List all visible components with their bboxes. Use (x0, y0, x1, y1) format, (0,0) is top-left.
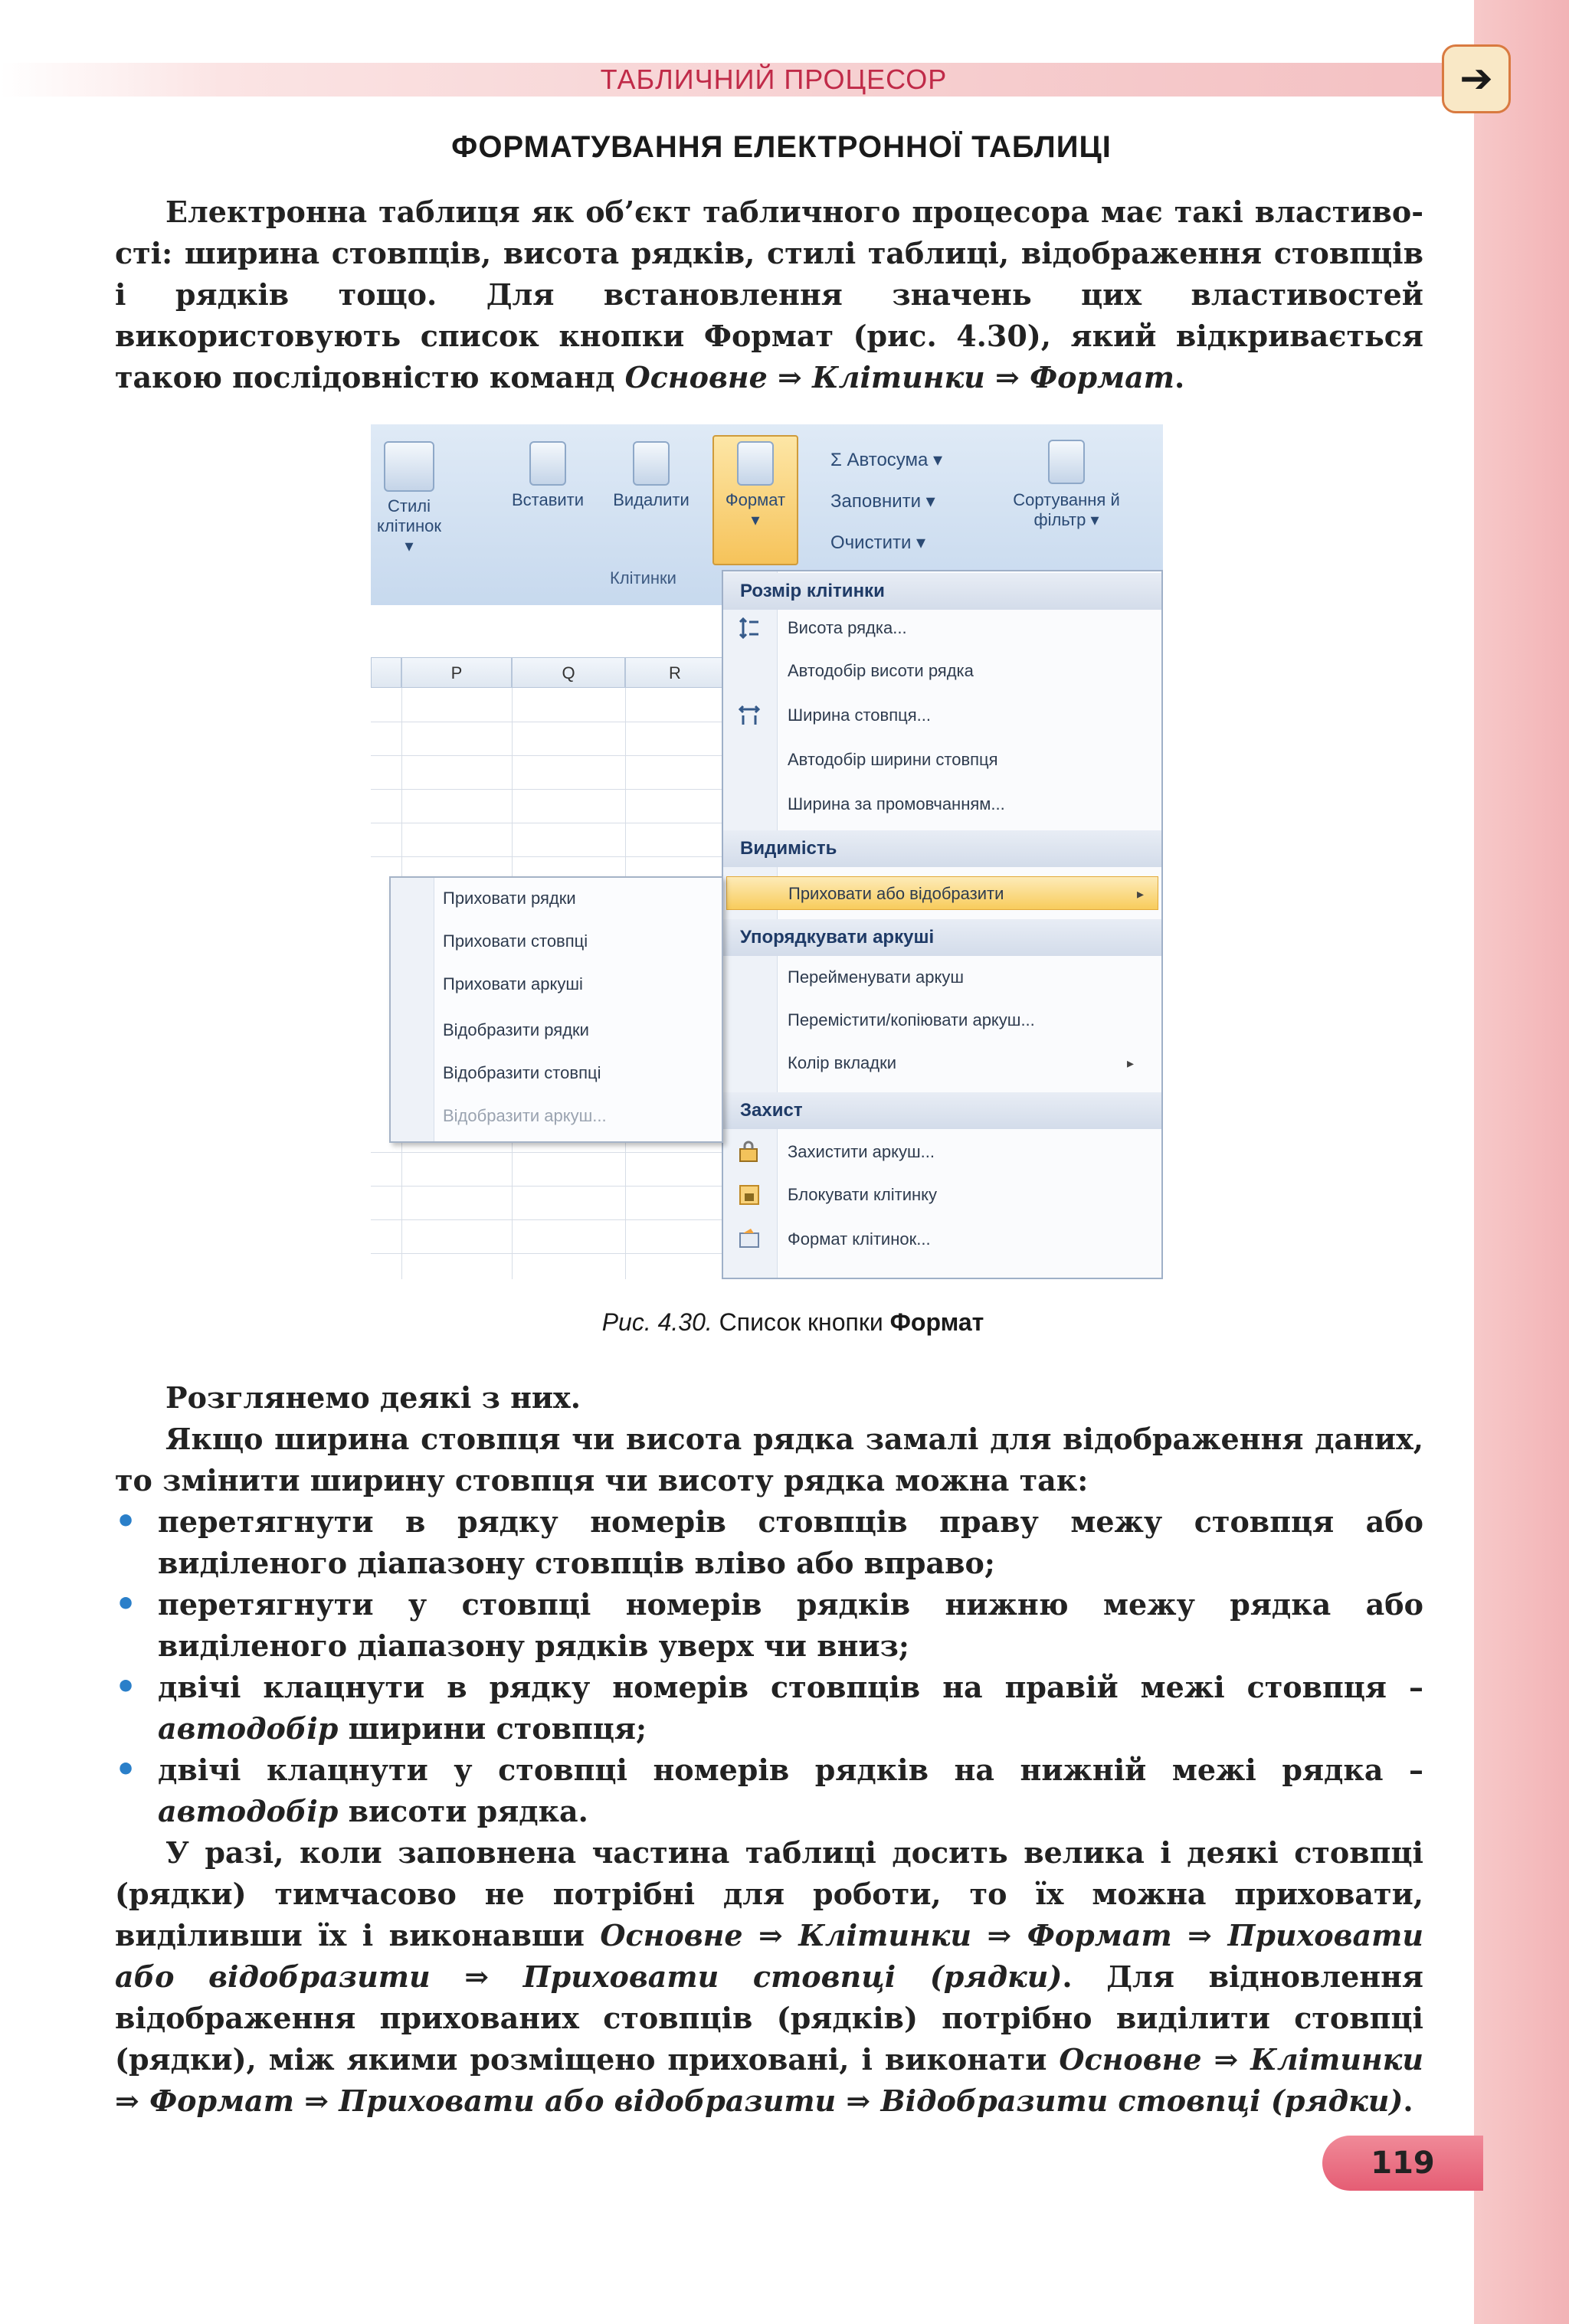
sort-filter-icon (1048, 440, 1085, 484)
grid-line (371, 856, 723, 857)
delete-icon (633, 441, 670, 486)
submenu-item-unhide-sheet: Відобразити аркуш... (443, 1106, 607, 1125)
list-item: • перетягнути в рядку номерів стовпців праву межу стовпця або виділеного діапазону стовпців вліво або вправо; (115, 1501, 1423, 1584)
intro-text-a: Електронна таблиця як об’єкт табличного процесора має такі властиво-сті: ширина стовпців, висота рядків, стилі таблиці, відображення стовпців і рядків тощо. Для встановлення значень цих властивостей використовують список кнопки (115, 195, 1423, 353)
menu-item-autofit-row[interactable]: Автодобір висоти рядка (788, 661, 974, 680)
menu-item-autofit-column[interactable]: Автодобір ширини стовпця (788, 750, 998, 769)
format-button-content[interactable]: Формат ▾ (712, 441, 798, 530)
resize-methods-list (115, 1501, 1423, 1832)
menu-item-row-height[interactable]: Висота рядка... (788, 618, 907, 637)
submenu-item-hide-columns[interactable]: Приховати стовпці (443, 931, 588, 951)
menu-item-move-copy-sheet[interactable]: Перемістити/копіювати аркуш... (788, 1010, 1035, 1029)
menu-item-format-cells[interactable]: Формат клітинок... (788, 1229, 931, 1249)
submenu-arrow-icon: ▸ (1126, 1056, 1134, 1071)
list-item: • перетягнути у стовпці номерів рядків нижню межу рядка або виділеного діапазону рядків уверх чи вниз; (115, 1584, 1423, 1667)
grid-line (371, 1186, 723, 1187)
fill-button[interactable]: Заповнити ▾ (830, 491, 935, 512)
command-path-unhide: Основне ⇒ Клітинки ⇒ Формат ⇒ Приховати або відобразити ⇒ Відобразити стовпці (рядки) (115, 2042, 1424, 2118)
grid-line (371, 1219, 723, 1220)
caption-text: Список кнопки (712, 1308, 890, 1336)
hide-unhide-submenu (389, 876, 723, 1143)
grid-line (371, 1253, 723, 1254)
column-header-q[interactable]: Q (512, 657, 625, 688)
column-width-icon (737, 703, 762, 728)
autosum-button[interactable]: Σ Автосума ▾ (830, 450, 943, 470)
section-title: ФОРМАТУВАННЯ ЕЛЕКТРОННОЇ ТАБЛИЦІ (451, 130, 1112, 164)
insert-icon (529, 441, 566, 486)
body-text (115, 1377, 1423, 2122)
submenu-arrow-icon: ▸ (1136, 886, 1144, 902)
format-keyword: Формат (703, 319, 834, 353)
menu-item-rename-sheet[interactable]: Перейменувати аркуш (788, 967, 964, 987)
column-header-p[interactable]: P (401, 657, 512, 688)
caption-bold: Формат (889, 1308, 984, 1336)
delete-button[interactable]: Видалити (608, 441, 694, 510)
submenu-item-unhide-rows[interactable]: Відобразити рядки (443, 1020, 589, 1039)
submenu-item-hide-sheets[interactable]: Приховати аркуші (443, 974, 583, 993)
paragraph-hide: У разі, коли заповнена частина таблиці досить велика і деякі стовпці (рядки) тимчасово не потрібні для роботи, то їх можна приховати, виділивши їх і виконавши Основне ⇒ Клітинки ⇒ Формат ⇒ Приховати або відобразити ⇒ Приховати стовпці (рядки). Для відновлення відображення прихованих стовпців (рядків) потрібно виділити стовпці (рядки), між якими розміщено приховані, і виконати Основне ⇒ Клітинки ⇒ Формат ⇒ Приховати або відобразити ⇒ Відобразити стовпці (рядки). (115, 1835, 1424, 2118)
menu-section-arrange-sheets: Упорядкувати аркуші (723, 919, 1161, 956)
command-path-hide: Основне ⇒ Клітинки ⇒ Формат ⇒ Приховати або відобразити ⇒ Приховати стовпці (рядки) (115, 1918, 1423, 1994)
grid-line (371, 1152, 723, 1153)
sort-filter-button[interactable]: Сортування й фільтр ▾ (997, 440, 1135, 530)
corner-header (371, 657, 401, 688)
insert-button[interactable]: Вставити (506, 441, 590, 510)
grid-line (371, 789, 723, 790)
menu-item-tab-color[interactable]: Колір вкладки ▸ (788, 1046, 1148, 1080)
protect-sheet-icon (737, 1140, 762, 1164)
paragraph-intro: Розглянемо деякі з них. (165, 1380, 581, 1415)
editing-group (830, 440, 942, 564)
submenu-icon-strip (391, 878, 434, 1141)
format-cells-icon (737, 1227, 762, 1252)
command-path: Основне ⇒ Клітинки ⇒ Формат (624, 360, 1175, 394)
menu-section-cell-size: Розмір клітинки (723, 573, 1161, 610)
list-item: • двічі клацнути у стовпці номерів рядків на нижній межі рядка – автодобір висоти рядка. (115, 1750, 1423, 1832)
menu-item-lock-cell[interactable]: Блокувати клітинку (788, 1185, 938, 1204)
submenu-item-unhide-columns[interactable]: Відобразити стовпці (443, 1063, 601, 1082)
menu-section-visibility: Видимість (723, 830, 1161, 867)
figure-caption (0, 1308, 1569, 1337)
column-header-r[interactable]: R (625, 657, 725, 688)
page-number: 119 (1322, 2136, 1483, 2191)
menu-item-default-width[interactable]: Ширина за промовчанням... (788, 794, 1005, 813)
figure-format-menu (371, 424, 1163, 1279)
intro-text-b: (рис. 4.30), який відкривається такою послідовністю команд (115, 319, 1423, 394)
intro-end: . (1174, 360, 1185, 394)
page-edge-strip (1474, 0, 1569, 2324)
cell-styles-icon (384, 441, 434, 492)
next-arrow-icon[interactable]: ➔ (1442, 44, 1511, 113)
grid-line (371, 755, 723, 756)
menu-section-protection: Захист (723, 1092, 1161, 1129)
submenu-item-hide-rows[interactable]: Приховати рядки (443, 889, 576, 908)
caption-label: Рис. 4.30. (601, 1308, 712, 1336)
format-icon (737, 441, 774, 486)
intro-paragraph (115, 191, 1423, 398)
running-title: ТАБЛИЧНИЙ ПРОЦЕСОР (600, 64, 948, 95)
menu-item-hide-unhide[interactable]: Приховати або відобразити ▸ (726, 876, 1158, 910)
clear-button[interactable]: Очистити ▾ (830, 532, 926, 553)
row-height-icon (737, 616, 762, 640)
menu-item-protect-sheet[interactable]: Захистити аркуш... (788, 1142, 935, 1161)
menu-item-column-width[interactable]: Ширина стовпця... (788, 705, 931, 725)
paragraph-resize: Якщо ширина стовпця чи висота рядка замалі для відображення даних, то змінити ширину стовпця чи висоту рядка можна так: (115, 1422, 1423, 1498)
list-item: • двічі клацнути в рядку номерів стовпців на правій межі стовпця – автодобір ширини стовпця; (115, 1667, 1423, 1750)
lock-cell-icon (737, 1183, 762, 1207)
cells-group-label: Клітинки (610, 568, 676, 588)
cell-styles-button[interactable]: Стилі клітинок ▾ (377, 441, 441, 556)
format-dropdown-menu (722, 570, 1163, 1279)
